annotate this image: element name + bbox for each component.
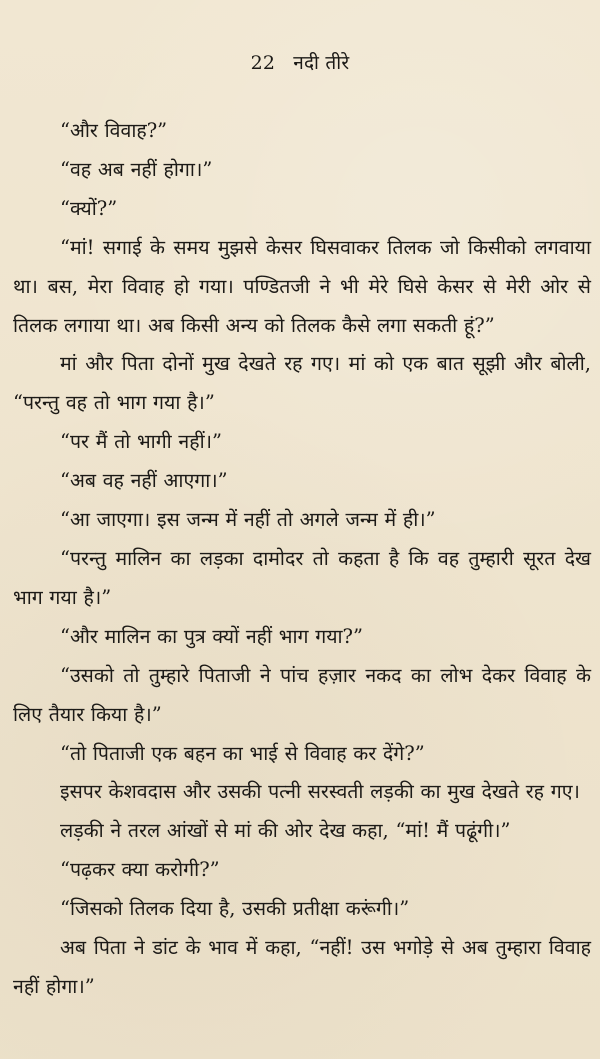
- dialogue-line-14: “जिसको तिलक दिया है, उसकी प्रतीक्षा करूंगी।”: [60, 897, 410, 921]
- dialogue-line-12: लड़की ने तरल आंखों से मां की ओर देख कहा, “मां! मैं पढूंगी।”: [60, 819, 511, 843]
- dialogue-line-13: “पढ़कर क्या करोगी?”: [60, 858, 220, 882]
- book-title: नदी तीरे: [293, 52, 350, 74]
- dialogue-line-2: “वह अब नहीं होगा।”: [60, 157, 213, 181]
- dialogue-line-4: “मां! सगाई के समय मुझसे केसर घिसवाकर तिलक जो किसीको लगवाया था। बस, मेरा विवाह हो गया। पण्डितजी ने भी मेरे घिसे केसर से मेरी ओर से तिलक लगाया था। अब किसी अन्य को तिलक कैसे लगा सकती हूं?”: [13, 235, 591, 337]
- dialogue-line-6: “अब वह नहीं आएगा।”: [60, 469, 228, 493]
- dialogue-line-1: “और विवाह?”: [60, 119, 168, 142]
- dialogue-line-9: “और मालिन का पुत्र क्यों नहीं भाग गया?”: [60, 624, 363, 648]
- dialogue-line-10: “उसको तो तुम्हारे पिताजी ने पांच हज़ार नकद का लोभ देकर विवाह के लिए तैयार किया है।”: [13, 663, 591, 726]
- page-header: [0, 49, 600, 77]
- narration-line-2: इसपर केशवदास और उसकी पत्नी सरस्वती लड़की का मुख देखते रह गए।: [60, 780, 580, 804]
- dialogue-line-8: “परन्तु मालिन का लड़का दामोदर तो कहता है कि वह तुम्हारी सूरत देख भाग गया है।”: [13, 546, 591, 609]
- dialogue-line-7: “आ जाएगा। इस जन्म में नहीं तो अगले जन्म में ही।”: [60, 508, 436, 532]
- dialogue-line-3: “क्यों?”: [60, 196, 118, 220]
- narration-line-1: मां और पिता दोनों मुख देखते रह गए। मां को एक बात सूझी और बोली, “परन्तु वह तो भाग गया है।”: [13, 352, 591, 415]
- dialogue-line-5: “पर मैं तो भागी नहीं।”: [60, 430, 223, 454]
- dialogue-line-11: “तो पिताजी एक बहन का भाई से विवाह कर देंगे?”: [60, 741, 425, 765]
- dialogue-line-15: अब पिता ने डांट के भाव में कहा, “नहीं! उस भगोड़े से अब तुम्हारा विवाह नहीं होगा।”: [13, 936, 591, 998]
- page-body: [13, 112, 591, 1007]
- page-number: 22: [250, 52, 276, 74]
